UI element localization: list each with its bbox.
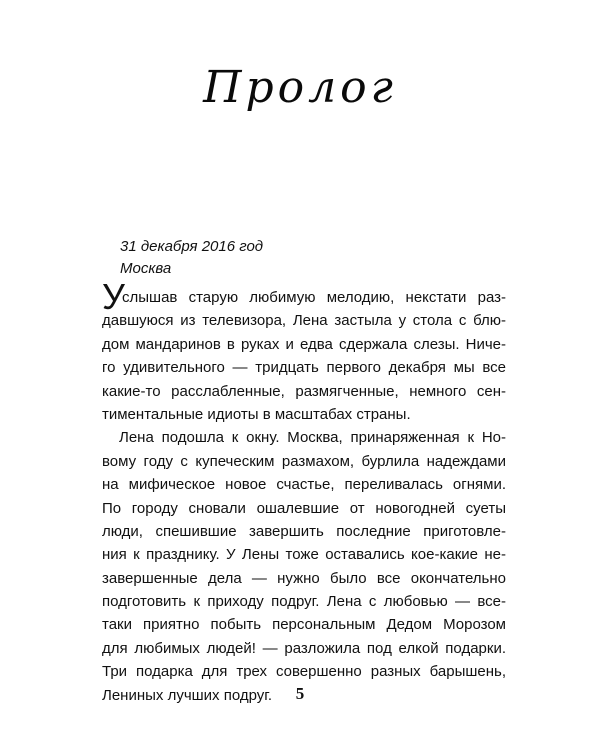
epigraph-date: 31 декабря 2016 год — [120, 238, 264, 255]
text-line: какие-то расслабленные, размягченные, немного сен- — [102, 382, 506, 400]
text-line: дом мандаринов в руках и едва сдержала слезы. Ниче- — [102, 335, 506, 353]
body-text — [102, 276, 506, 707]
text-line: завершенные дела — нужно было все окончательно — [102, 569, 506, 587]
text-line: Три подарка для трех совершенно разных барышень, — [102, 663, 506, 681]
text-line: давшуюся из телевизора, Лена застыла у стола с блю- — [102, 312, 506, 330]
epigraph — [120, 236, 263, 280]
text-line: подготовить к приходу подруг. Лена с любовью — все- — [102, 593, 506, 611]
text-line: на мифическое новое счастье, переливалась огнями. — [102, 476, 506, 494]
text-line: Лениных лучших подруг. — [102, 686, 273, 704]
chapter-title: Пролог — [203, 62, 397, 113]
text-line: Лена подошла к окну. Москва, принаряженная к Но- — [119, 429, 506, 447]
text-line: таки приятно побыть персональным Дедом Морозом — [102, 616, 506, 634]
text-line: люди, спешившие завершить последние приготовле- — [102, 522, 506, 540]
text-line: тиментальные идиоты в масштабах страны. — [102, 405, 411, 423]
epigraph-place: Москва — [120, 260, 172, 277]
page-number: 5 — [295, 684, 305, 703]
text-line: По городу сновали ошалевшие от новогодней суеты — [102, 499, 506, 517]
text-line: ния к празднику. У Лены тоже оставались кое-какие не- — [102, 546, 506, 564]
text-line: го удивительного — тридцать первого декабря мы все — [102, 359, 506, 377]
drop-cap: У — [102, 276, 125, 317]
text-line: слышав старую любимую мелодию, некстати раз- — [122, 289, 506, 306]
text-line: для любимых людей! — разложила под елкой подарки. — [102, 639, 506, 657]
text-line: вому году с купеческим размахом, бурлила надеждами — [102, 452, 506, 470]
